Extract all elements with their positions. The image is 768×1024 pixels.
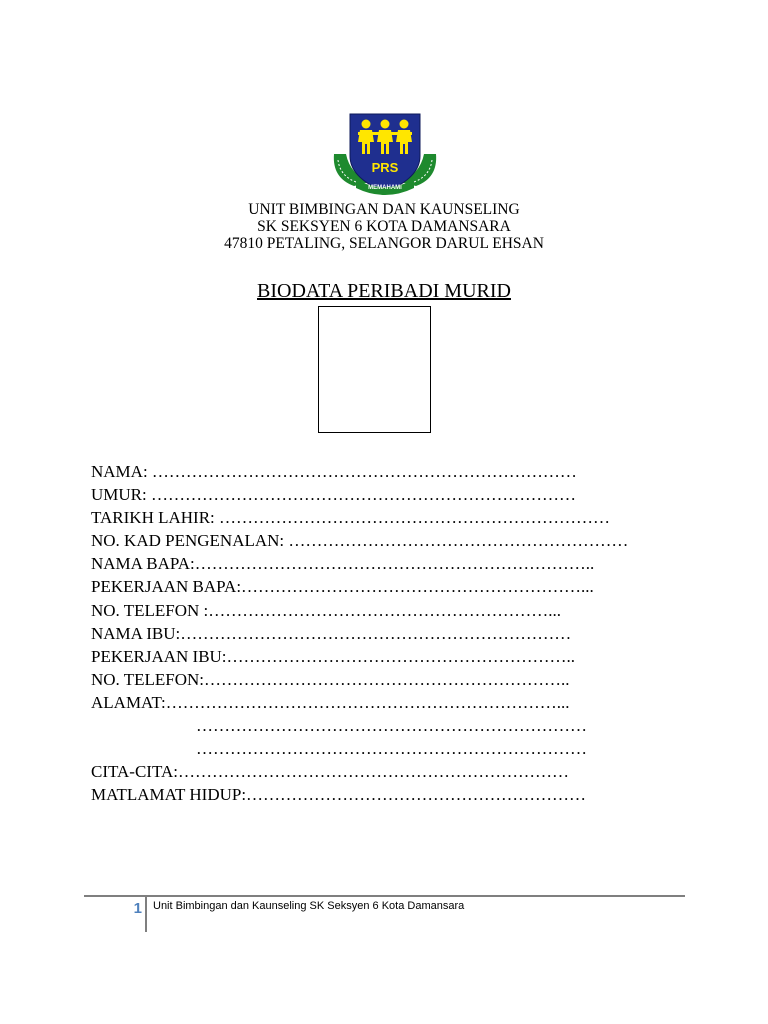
- field-telefon-ibu[interactable]: NO. TELEFON:………………………………………………………..: [91, 669, 570, 689]
- field-alamat-line-2[interactable]: ……………………………………………………………: [196, 716, 587, 736]
- svg-text:MEMAHAMI: MEMAHAMI: [368, 185, 402, 191]
- field-pekerjaan-bapa[interactable]: PEKERJAAN BAPA:……………………………………………………...: [91, 577, 594, 597]
- footer-divider: [145, 896, 147, 932]
- svg-text:PRS: PRS: [371, 160, 399, 175]
- field-nama[interactable]: NAMA: …………………………………………………………………: [91, 462, 577, 481]
- field-cita-cita[interactable]: CITA-CITA:……………………………………………………………: [91, 762, 569, 782]
- field-tarikh-lahir[interactable]: TARIKH LAHIR: ……………………………………………………………: [91, 508, 611, 528]
- school-header: [0, 201, 768, 252]
- header-address: 47810 PETALING, SELANGOR DARUL EHSAN: [224, 235, 544, 252]
- photo-placeholder-box: [318, 306, 431, 433]
- header-school-name: SK SEKSYEN 6 KOTA DAMANSARA: [257, 218, 511, 235]
- school-logo: [330, 112, 440, 198]
- field-alamat-line-3[interactable]: ……………………………………………………………: [196, 739, 587, 759]
- footer-text: Unit Bimbingan dan Kaunseling SK Seksyen 6 Kota Damansara: [153, 900, 465, 912]
- biodata-form: [91, 460, 691, 806]
- field-alamat[interactable]: ALAMAT:……………………………………………………………...: [91, 692, 570, 712]
- footer-rule: [84, 895, 685, 897]
- header-unit-name: UNIT BIMBINGAN DAN KAUNSELING: [248, 201, 520, 218]
- field-kad-pengenalan[interactable]: NO. KAD PENGENALAN: ……………………………………………………: [91, 531, 629, 551]
- field-telefon-bapa[interactable]: NO. TELEFON :……………………………………………………...: [91, 600, 562, 620]
- page-number: 1: [133, 900, 142, 917]
- document-title: BIODATA PERIBADI MURID: [257, 280, 511, 302]
- field-matlamat-hidup[interactable]: MATLAMAT HIDUP:……………………………………………………: [91, 785, 587, 805]
- field-pekerjaan-ibu[interactable]: PEKERJAAN IBU:……………………………………………………..: [91, 646, 576, 666]
- field-nama-bapa[interactable]: NAMA BAPA:……………………………………………………………..: [91, 554, 595, 574]
- field-nama-ibu[interactable]: NAMA IBU:……………………………………………………………: [91, 623, 572, 643]
- field-umur[interactable]: UMUR: …………………………………………………………………: [91, 485, 576, 505]
- school-crest-icon: [330, 112, 440, 198]
